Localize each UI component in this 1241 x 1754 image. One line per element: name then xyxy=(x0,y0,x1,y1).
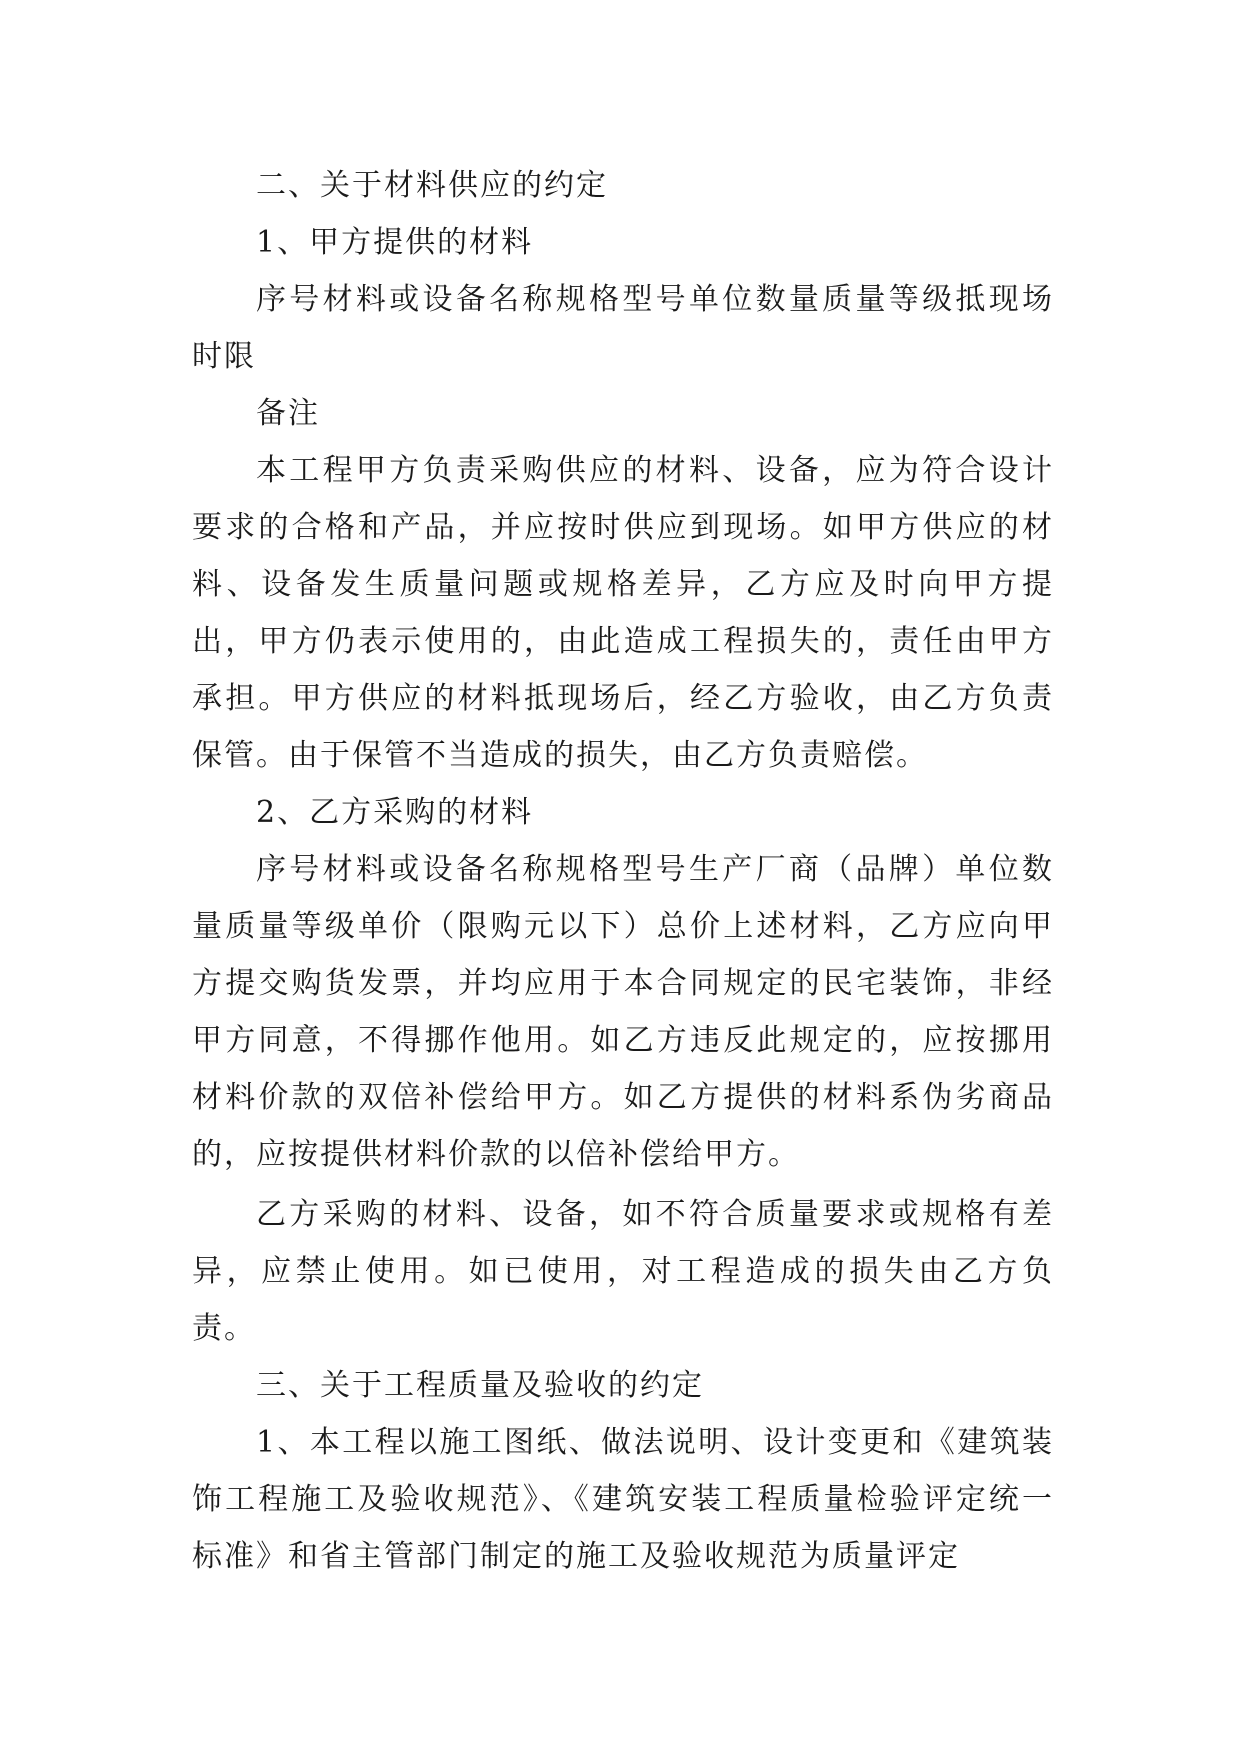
subheading-party-b-materials: 2、乙方采购的材料 xyxy=(256,795,534,830)
paragraph-party-b-purchase: 序号材料或设备名称规格型号生产厂商（品牌）单位数量质量等级单价（限购元以下）总价上述材料，乙方应向甲方提交购货发票，并均应用于本合同规定的民宅装饰，非经甲方同意，不得挪作他用。如乙方违反此规定的，应按挪用材料价款的双倍补偿给甲方。如乙方提供的材料系伪劣商品的，应按提供材料价款的以倍补偿给甲方。 xyxy=(192,852,1054,1172)
remarks-label: 备注 xyxy=(256,396,320,431)
paragraph-party-a-supply: 本工程甲方负责采购供应的材料、设备，应为符合设计要求的合格和产品，并应按时供应到现场。如甲方供应的材料、设备发生质量问题或规格差异，乙方应及时向甲方提出，甲方仍表示使用的，由此造成工程损失的，责任由甲方承担。甲方供应的材料抵现场后，经乙方验收，由乙方负责保管。由于保管不当造成的损失，由乙方负责赔偿。 xyxy=(192,453,1054,773)
paragraph-party-b-quality: 乙方采购的材料、设备，如不符合质量要求或规格有差异，应禁止使用。如已使用，对工程造成的损失由乙方负责。 xyxy=(192,1197,1054,1346)
section-heading-quality: 三、关于工程质量及验收的约定 xyxy=(256,1368,704,1403)
section-heading-materials: 二、关于材料供应的约定 xyxy=(256,168,608,203)
paragraph-quality-standards: 1、本工程以施工图纸、做法说明、设计变更和《建筑装饰工程施工及验收规范》、《建筑安装工程质量检验评定统一标准》和省主管部门制定的施工及验收规范为质量评定 xyxy=(192,1425,1054,1574)
table-header-party-a: 序号材料或设备名称规格型号单位数量质量等级抵现场时限 xyxy=(192,282,1054,374)
subheading-party-a-materials: 1、甲方提供的材料 xyxy=(256,225,534,260)
document-body xyxy=(192,157,1054,1585)
